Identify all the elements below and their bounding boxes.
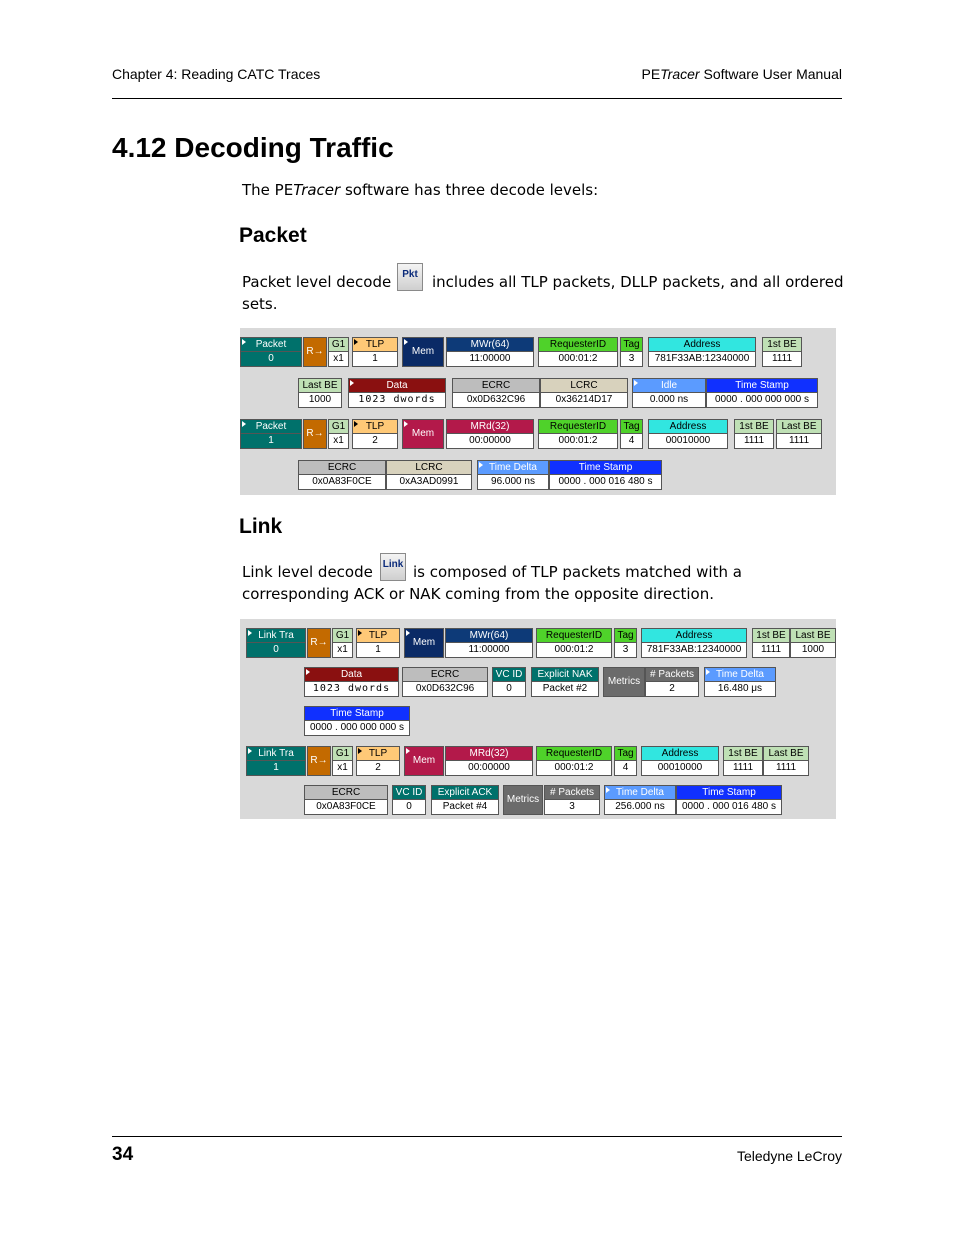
trace-field[interactable] — [540, 378, 628, 408]
trace-field[interactable] — [648, 419, 728, 449]
field-label: Address — [641, 746, 719, 761]
trace-field[interactable] — [298, 460, 386, 490]
field-label: RequesterID — [538, 419, 618, 434]
field-label: G1 — [328, 419, 349, 434]
trace-field[interactable] — [706, 378, 818, 408]
field-value: 1111 — [763, 761, 809, 776]
field-value: 16.480 μs — [704, 682, 776, 697]
field-label: Mem — [402, 337, 444, 367]
field-value: 00010000 — [641, 761, 719, 776]
field-value: 1023 dwords — [304, 682, 399, 697]
field-value: 4 — [620, 434, 643, 449]
trace-field[interactable] — [328, 337, 349, 367]
intro-text — [242, 181, 598, 199]
field-value: 0.000 ns — [632, 393, 706, 408]
packet-heading: Packet — [239, 224, 307, 247]
field-label: ECRC — [304, 785, 388, 800]
field-label: MWr(64) — [446, 337, 534, 352]
trace-field[interactable] — [776, 419, 822, 449]
field-value: x1 — [328, 352, 349, 367]
trace-field[interactable] — [641, 746, 719, 776]
trace-field[interactable] — [648, 337, 756, 367]
field-value: 3 — [620, 352, 643, 367]
field-value: 0x0D632C96 — [452, 393, 540, 408]
field-value: 1 — [246, 761, 306, 776]
field-value: 2 — [352, 434, 398, 449]
trace-field[interactable] — [356, 628, 400, 658]
field-label: G1 — [328, 337, 349, 352]
intro-prefix: The PE — [242, 181, 294, 199]
field-label: 1st BE — [762, 337, 802, 352]
trace-field[interactable] — [240, 337, 302, 367]
field-value: 781F33AB:12340000 — [648, 352, 756, 367]
trace-field[interactable] — [352, 337, 398, 367]
trace-field[interactable] — [549, 460, 662, 490]
field-label: Mem — [404, 628, 444, 658]
trace-field[interactable] — [445, 628, 533, 658]
packet-text-after: includes all TLP packets, DLLP packets, and all ordered — [432, 273, 844, 291]
trace-field[interactable] — [402, 337, 444, 367]
field-value: 781F33AB:12340000 — [641, 643, 747, 658]
trace-field[interactable] — [704, 667, 776, 697]
trace-field[interactable] — [446, 419, 534, 449]
packet-text-line2: sets. — [242, 295, 278, 313]
link-trace-panel — [240, 619, 836, 819]
trace-field[interactable] — [304, 706, 410, 736]
trace-field[interactable] — [620, 337, 643, 367]
trace-field[interactable] — [298, 378, 342, 408]
trace-field[interactable] — [307, 628, 331, 658]
trace-field[interactable] — [303, 419, 327, 449]
field-label: TLP — [352, 337, 398, 352]
field-value: 3 — [544, 800, 600, 815]
header-rule — [112, 98, 842, 99]
field-value: 0 — [240, 352, 302, 367]
field-value: 0x0D632C96 — [402, 682, 488, 697]
trace-field[interactable] — [614, 746, 637, 776]
intro-suffix: software has three decode levels: — [340, 181, 599, 199]
field-value: 00:00000 — [446, 434, 534, 449]
trace-field[interactable] — [304, 667, 399, 697]
trace-field[interactable] — [477, 460, 549, 490]
trace-field[interactable] — [538, 419, 618, 449]
field-label: VC ID — [392, 785, 426, 800]
link-icon[interactable] — [380, 553, 406, 581]
field-label: Address — [641, 628, 747, 643]
page-number: 34 — [112, 1144, 134, 1165]
field-value: 0 — [492, 682, 526, 697]
field-label: 1st BE — [734, 419, 774, 434]
field-label: Packet — [240, 337, 302, 352]
field-value: 2 — [356, 761, 400, 776]
trace-field[interactable] — [246, 628, 306, 658]
trace-field[interactable] — [492, 667, 526, 697]
field-label: ECRC — [452, 378, 540, 393]
field-label: Time Delta — [704, 667, 776, 682]
field-label: Time Delta — [604, 785, 676, 800]
field-label: Time Delta — [477, 460, 549, 475]
trace-field[interactable] — [604, 785, 676, 815]
field-value: 0x0A83F0CE — [298, 475, 386, 490]
field-label: # Packets — [645, 667, 699, 682]
field-value: 0x36214D17 — [540, 393, 628, 408]
trace-field[interactable] — [386, 460, 472, 490]
trace-field[interactable] — [676, 785, 782, 815]
trace-field[interactable] — [603, 667, 645, 697]
trace-field[interactable] — [402, 419, 444, 449]
field-label: MRd(32) — [446, 419, 534, 434]
field-label: Metrics — [603, 667, 645, 697]
field-label: G1 — [332, 628, 353, 643]
trace-field[interactable] — [531, 667, 599, 697]
field-label: Last BE — [790, 628, 836, 643]
trace-field[interactable] — [303, 337, 327, 367]
field-value: 1000 — [298, 393, 342, 408]
company-footer: Teledyne LeCroy — [736, 1148, 842, 1164]
field-label: Explicit ACK — [431, 785, 499, 800]
field-label: Time Stamp — [706, 378, 818, 393]
trace-field[interactable] — [445, 746, 533, 776]
trace-field[interactable] — [790, 628, 836, 658]
link-text-before: Link level decode — [242, 563, 373, 581]
field-value: 000:01:2 — [536, 761, 612, 776]
field-value: 1111 — [752, 643, 790, 658]
trace-field[interactable] — [404, 628, 444, 658]
field-label: LCRC — [386, 460, 472, 475]
field-value: 4 — [614, 761, 637, 776]
field-label: RequesterID — [536, 628, 612, 643]
trace-field[interactable] — [307, 746, 331, 776]
field-value: x1 — [332, 643, 353, 658]
trace-field[interactable] — [431, 785, 499, 815]
field-label: ECRC — [298, 460, 386, 475]
field-label: RequesterID — [536, 746, 612, 761]
trace-field[interactable] — [544, 785, 600, 815]
field-label: R→ — [307, 746, 331, 776]
field-label: Address — [648, 337, 756, 352]
link-text-line2: corresponding ACK or NAK coming from the opposite direction. — [242, 585, 714, 603]
field-value: 0000 . 000 000 000 s — [304, 721, 410, 736]
field-value: 0 — [246, 643, 306, 658]
field-value: 1 — [352, 352, 398, 367]
field-label: 1st BE — [723, 746, 763, 761]
field-label: TLP — [356, 746, 400, 761]
field-value: 1111 — [762, 352, 802, 367]
trace-field[interactable] — [392, 785, 426, 815]
field-label: 1st BE — [752, 628, 790, 643]
field-value: 0000 . 000 016 480 s — [549, 475, 662, 490]
field-label: Address — [648, 419, 728, 434]
field-value: 3 — [614, 643, 637, 658]
chapter-header: Chapter 4: Reading CATC Traces — [112, 66, 321, 82]
field-label: Link Tra — [246, 746, 306, 761]
trace-field[interactable] — [620, 419, 643, 449]
field-label: Link Tra — [246, 628, 306, 643]
field-value: 0x0A83F0CE — [304, 800, 388, 815]
pkt-icon[interactable] — [397, 263, 423, 291]
trace-field[interactable] — [356, 746, 400, 776]
trace-field[interactable] — [762, 337, 802, 367]
trace-field[interactable] — [536, 628, 612, 658]
trace-field[interactable] — [452, 378, 540, 408]
trace-field[interactable] — [614, 628, 637, 658]
trace-field[interactable] — [352, 419, 398, 449]
field-value: 00010000 — [648, 434, 728, 449]
field-label: VC ID — [492, 667, 526, 682]
field-label: Last BE — [298, 378, 342, 393]
field-label: Last BE — [776, 419, 822, 434]
trace-field[interactable] — [332, 746, 353, 776]
link-heading: Link — [239, 515, 283, 538]
field-label: Packet — [240, 419, 302, 434]
trace-field[interactable] — [304, 785, 388, 815]
field-label: RequesterID — [538, 337, 618, 352]
field-value: 0000 . 000 016 480 s — [676, 800, 782, 815]
trace-field[interactable] — [404, 746, 444, 776]
field-label: Time Stamp — [549, 460, 662, 475]
field-label: Last BE — [763, 746, 809, 761]
field-value: 256.000 ns — [604, 800, 676, 815]
field-value: 1 — [240, 434, 302, 449]
field-value: 2 — [645, 682, 699, 697]
field-label: Tag — [620, 337, 643, 352]
trace-field[interactable] — [328, 419, 349, 449]
manual-suffix: Software User Manual — [699, 66, 842, 82]
trace-field[interactable] — [332, 628, 353, 658]
field-label: Data — [304, 667, 399, 682]
field-label: ECRC — [402, 667, 488, 682]
field-label: G1 — [332, 746, 353, 761]
field-value: x1 — [332, 761, 353, 776]
field-value: Packet #2 — [531, 682, 599, 697]
field-value: 11:00000 — [445, 643, 533, 658]
field-value: 0 — [392, 800, 426, 815]
packet-trace-panel — [240, 328, 836, 495]
trace-field[interactable] — [763, 746, 809, 776]
link-icon-label: Link — [382, 559, 404, 570]
field-label: LCRC — [540, 378, 628, 393]
field-label: Tag — [620, 419, 643, 434]
trace-field[interactable] — [734, 419, 774, 449]
field-label: R→ — [307, 628, 331, 658]
field-label: Explicit NAK — [531, 667, 599, 682]
trace-field[interactable] — [723, 746, 763, 776]
trace-field[interactable] — [632, 378, 706, 408]
field-value: 1111 — [776, 434, 822, 449]
field-label: Mem — [404, 746, 444, 776]
manual-prefix: PE — [641, 66, 661, 82]
trace-field[interactable] — [538, 337, 618, 367]
trace-field[interactable] — [752, 628, 790, 658]
field-label: Time Stamp — [676, 785, 782, 800]
field-value: 1111 — [723, 761, 763, 776]
trace-field[interactable] — [246, 746, 306, 776]
field-label: Time Stamp — [304, 706, 410, 721]
trace-field[interactable] — [645, 667, 699, 697]
trace-field[interactable] — [240, 419, 302, 449]
trace-field[interactable] — [536, 746, 612, 776]
trace-field[interactable] — [446, 337, 534, 367]
field-value: Packet #4 — [431, 800, 499, 815]
manual-title-header — [641, 66, 842, 82]
intro-italic: Tracer — [293, 181, 341, 199]
field-value: 000:01:2 — [536, 643, 612, 658]
field-label: R→ — [303, 419, 327, 449]
field-value: 1000 — [790, 643, 836, 658]
field-value: 000:01:2 — [538, 352, 618, 367]
footer-rule — [112, 1136, 842, 1137]
field-label: Tag — [614, 746, 637, 761]
manual-italic: Tracer — [660, 66, 700, 82]
field-value: 1023 dwords — [348, 393, 446, 408]
trace-field[interactable] — [402, 667, 488, 697]
field-value: 000:01:2 — [538, 434, 618, 449]
field-value: 96.000 ns — [477, 475, 549, 490]
field-label: Idle — [632, 378, 706, 393]
field-label: TLP — [352, 419, 398, 434]
field-label: Data — [348, 378, 446, 393]
trace-field[interactable] — [641, 628, 747, 658]
field-label: MRd(32) — [445, 746, 533, 761]
field-value: 1111 — [734, 434, 774, 449]
pkt-icon-label: Pkt — [402, 269, 418, 280]
field-label: Metrics — [503, 785, 543, 815]
field-value: 1 — [356, 643, 400, 658]
field-label: # Packets — [544, 785, 600, 800]
field-value: x1 — [328, 434, 349, 449]
field-value: 0000 . 000 000 000 s — [706, 393, 818, 408]
field-label: Mem — [402, 419, 444, 449]
field-label: MWr(64) — [445, 628, 533, 643]
field-value: 00:00000 — [445, 761, 533, 776]
field-label: Tag — [614, 628, 637, 643]
field-label: R→ — [303, 337, 327, 367]
section-title: 4.12 Decoding Traffic — [112, 132, 394, 163]
packet-text-before: Packet level decode — [242, 273, 392, 291]
field-label: TLP — [356, 628, 400, 643]
field-value: 0xA3AD0991 — [386, 475, 472, 490]
trace-field[interactable] — [348, 378, 446, 408]
field-value: 11:00000 — [446, 352, 534, 367]
link-text-after: is composed of TLP packets matched with a — [413, 563, 742, 581]
trace-field[interactable] — [503, 785, 543, 815]
